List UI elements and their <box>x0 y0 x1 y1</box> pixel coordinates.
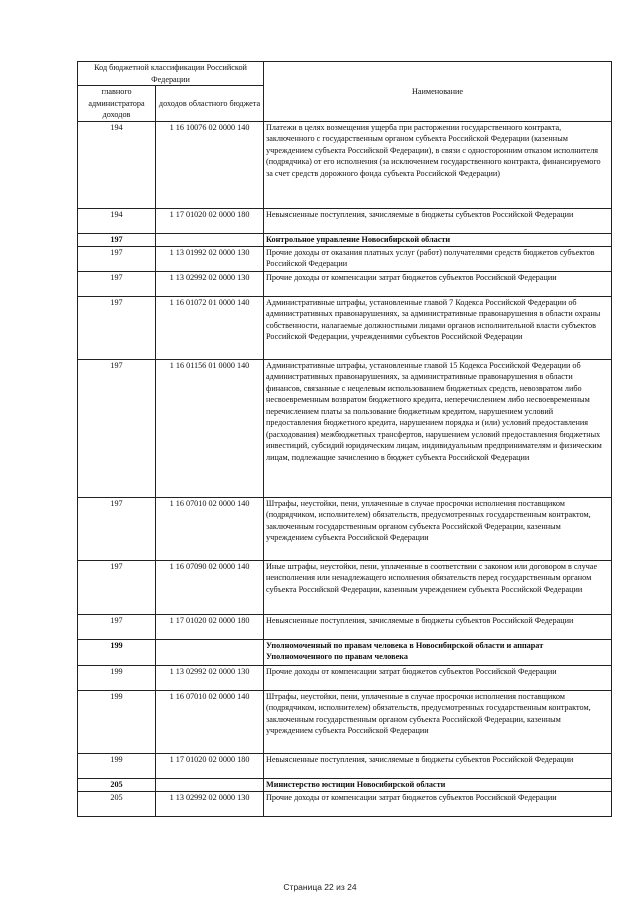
table-row <box>78 665 612 690</box>
table-row <box>78 639 612 665</box>
page-number: Страница 22 из 24 <box>283 882 357 892</box>
budget-code-cell: 1 17 01020 02 0000 180 <box>156 208 264 233</box>
table-row <box>78 690 612 753</box>
admin-code-cell: 197 <box>78 560 156 614</box>
name-cell: Прочие доходы от компенсации затрат бюджетов субъектов Российской Федерации <box>264 271 612 296</box>
table-row <box>78 233 612 246</box>
budget-code-cell: 1 16 10076 02 0000 140 <box>156 121 264 208</box>
table-row <box>78 614 612 639</box>
budget-code-cell: 1 17 01020 02 0000 180 <box>156 614 264 639</box>
name-cell: Штрафы, неустойки, пени, уплаченные в случае просрочки исполнения поставщиком (подрядчиком, исполнителем) обязательств, предусмотренных государственным контрактом, заключенным государственным органом субъекта Российской Федерации, казенным учреждением субъекта Российской Федерации <box>264 497 612 560</box>
table-row <box>78 208 612 233</box>
budget-code-cell <box>156 233 264 246</box>
table-row <box>78 121 612 208</box>
admin-code-cell: 199 <box>78 690 156 753</box>
name-cell: Штрафы, неустойки, пени, уплаченные в случае просрочки исполнения поставщиком (подрядчиком, исполнителем) обязательств, предусмотренных государственным контрактом, заключенным государственным органом субъекта Российской Федерации, казенным учреждением субъекта Российской Федерации <box>264 690 612 753</box>
admin-code-cell: 199 <box>78 639 156 665</box>
budget-code-cell: 1 17 01020 02 0000 180 <box>156 753 264 778</box>
admin-code-cell: 197 <box>78 497 156 560</box>
table-row <box>78 753 612 778</box>
table-row <box>78 791 612 816</box>
admin-code-cell: 199 <box>78 665 156 690</box>
budget-code-column-header: доходов областного бюджета <box>156 86 264 122</box>
table-header-row <box>78 62 612 86</box>
admin-code-cell: 205 <box>78 791 156 816</box>
name-column-header: Наименование <box>264 62 612 122</box>
budget-code-cell: 1 16 07010 02 0000 140 <box>156 497 264 560</box>
budget-code-cell: 1 16 07090 02 0000 140 <box>156 560 264 614</box>
admin-code-cell: 194 <box>78 208 156 233</box>
name-cell: Административные штрафы, установленные главой 15 Кодекса Российской Федерации об административных правонарушениях, за административные правонарушения в области финансов, связанные с нецелевым использованием бюджетных средств, невозвратом либо несвоевременным возвратом бюджетного кредита, неперечислением либо несвоевременным перечислением платы за пользование бюджетным кредитом, нарушением условий предоставления бюджетного кредита, нарушением порядка и (или) условий предоставления (расходования) межбюджетных трансфертов, нарушением условий предоставления бюджетных инвестиций, субсидий юридическим лицам, индивидуальным предпринимателям и физическим лицам, подлежащие зачислению в бюджет субъекта Российской Федерации <box>264 359 612 497</box>
budget-classification-table <box>77 61 612 817</box>
table-row <box>78 296 612 359</box>
admin-code-cell: 197 <box>78 271 156 296</box>
budget-code-cell: 1 13 02992 02 0000 130 <box>156 791 264 816</box>
name-cell: Административные штрафы, установленные главой 7 Кодекса Российской Федерации об административных правонарушениях, за административные правонарушения в области охраны собственности, налагаемые должностными лицами органов исполнительной власти субъектов Российской Федерации, учреждениями субъектов Российской Федерации <box>264 296 612 359</box>
budget-code-cell: 1 13 02992 02 0000 130 <box>156 271 264 296</box>
name-cell: Невыясненные поступления, зачисляемые в бюджеты субъектов Российской Федерации <box>264 208 612 233</box>
table-body <box>78 121 612 816</box>
table-row <box>78 246 612 271</box>
admin-code-cell: 194 <box>78 121 156 208</box>
budget-code-cell: 1 16 01156 01 0000 140 <box>156 359 264 497</box>
table-row <box>78 271 612 296</box>
name-cell: Прочие доходы от компенсации затрат бюджетов субъектов Российской Федерации <box>264 791 612 816</box>
budget-code-cell: 1 16 01072 01 0000 140 <box>156 296 264 359</box>
name-cell: Невыясненные поступления, зачисляемые в бюджеты субъектов Российской Федерации <box>264 614 612 639</box>
name-cell: Невыясненные поступления, зачисляемые в бюджеты субъектов Российской Федерации <box>264 753 612 778</box>
admin-column-header: главного администратора доходов <box>78 86 156 122</box>
budget-code-cell: 1 13 02992 02 0000 130 <box>156 665 264 690</box>
name-cell: Прочие доходы от компенсации затрат бюджетов субъектов Российской Федерации <box>264 665 612 690</box>
name-cell: Министерство юстиции Новосибирской области <box>264 778 612 791</box>
budget-code-cell <box>156 639 264 665</box>
admin-code-cell: 197 <box>78 614 156 639</box>
name-cell: Платежи в целях возмещения ущерба при расторжении государственного контракта, заключенного с государственным органом субъекта Российской Федерации (казенным учреждением субъекта Российской Федерации), в связи с односторонним отказом исполнителя (подрядчика) от его исполнения (за исключением государственного контракта, финансируемого за счет средств дорожного фонда субъекта Российской Федерации) <box>264 121 612 208</box>
budget-code-cell: 1 16 07010 02 0000 140 <box>156 690 264 753</box>
name-cell: Уполномоченный по правам человека в Новосибирской области и аппарат Уполномоченного по правам человека <box>264 639 612 665</box>
name-cell: Иные штрафы, неустойки, пени, уплаченные в соответствии с законом или договором в случае неисполнения или ненадлежащего исполнения обязательств перед государственным органом субъекта Российской Федерации, казенным учреждением субъекта Российской Федерации <box>264 560 612 614</box>
table-row <box>78 560 612 614</box>
admin-code-cell: 205 <box>78 778 156 791</box>
admin-code-cell: 199 <box>78 753 156 778</box>
name-cell: Контрольное управление Новосибирской области <box>264 233 612 246</box>
admin-code-cell: 197 <box>78 296 156 359</box>
budget-code-cell <box>156 778 264 791</box>
admin-code-cell: 197 <box>78 359 156 497</box>
admin-code-cell: 197 <box>78 233 156 246</box>
table-row <box>78 497 612 560</box>
table-row <box>78 359 612 497</box>
code-classification-header: Код бюджетной классификации Российской Федерации <box>78 62 264 86</box>
table-row <box>78 778 612 791</box>
admin-code-cell: 197 <box>78 246 156 271</box>
budget-code-cell: 1 13 01992 02 0000 130 <box>156 246 264 271</box>
name-cell: Прочие доходы от оказания платных услуг (работ) получателями средств бюджетов субъектов Российской Федерации <box>264 246 612 271</box>
